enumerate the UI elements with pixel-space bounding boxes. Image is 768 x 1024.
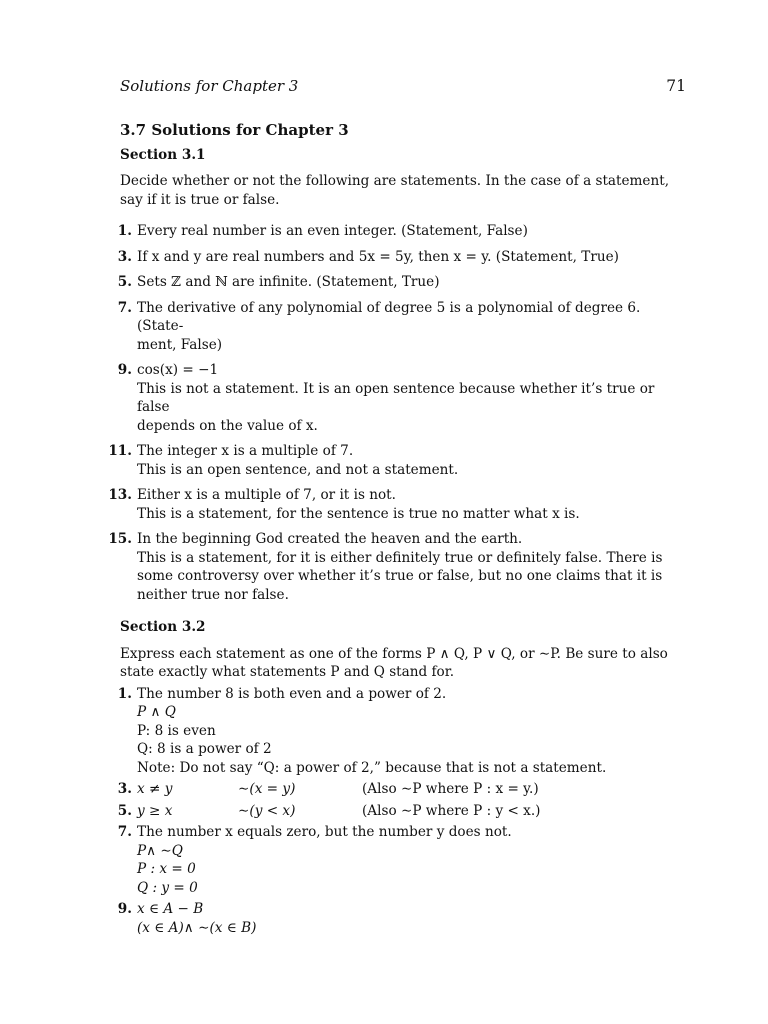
exercise-line: Either x is a multiple of 7, or it is not. xyxy=(137,487,396,503)
math-expression: (x ∈ A)∧ ∼(x ∈ B) xyxy=(137,919,257,936)
exercise-number: 3. xyxy=(117,248,132,265)
section-heading: 3.7 Solutions for Chapter 3 xyxy=(120,121,349,139)
subsection-heading-3-2: Section 3.2 xyxy=(120,619,206,635)
running-title: Solutions for Chapter 3 xyxy=(120,77,299,95)
exercise-line: The integer x is a multiple of 7. xyxy=(137,443,354,459)
page-number: 71 xyxy=(666,77,686,95)
instruction-line: say if it is true or false. xyxy=(120,191,280,208)
exercise-item xyxy=(117,802,688,821)
exercise-line: Q: 8 is a power of 2 xyxy=(137,741,272,757)
math-expression: x ∈ A − B xyxy=(137,901,204,917)
exercise-item xyxy=(117,685,688,778)
exercise-item xyxy=(108,442,688,479)
subsection-heading-3-1: Section 3.1 xyxy=(120,146,206,163)
exercise-line: Every real number is an even integer. (Statement, False) xyxy=(137,223,528,239)
section-3-2-instructions xyxy=(120,645,688,682)
exercise-line: ment, False) xyxy=(137,336,223,353)
exercise-number: 9. xyxy=(117,362,132,378)
answer-columns xyxy=(137,802,688,821)
section-3-1-instructions xyxy=(120,172,688,209)
exercise-number: 11. xyxy=(108,443,132,459)
exercise-item xyxy=(117,299,688,355)
exercise-item xyxy=(108,530,688,604)
exercise-line: neither true nor false. xyxy=(137,586,289,603)
exercise-number: 1. xyxy=(117,223,132,239)
alternate-answer: (Also ∼P where P : x = y.) xyxy=(362,781,539,797)
exercise-number: 7. xyxy=(117,299,132,316)
exercise-line: The number 8 is both even and a power of 2. xyxy=(137,685,447,702)
math-expression: ∼(x = y) xyxy=(238,781,296,797)
math-expression: x ≠ y xyxy=(137,781,173,797)
instruction-line: Express each statement as one of the forms P ∧ Q, P ∨ Q, or ∼P. Be sure to also xyxy=(120,645,668,662)
math-expression: y ≥ x xyxy=(137,802,173,819)
exercise-line: Note: Do not say “Q: a power of 2,” because that is not a statement. xyxy=(137,759,607,776)
exercise-line: P: 8 is even xyxy=(137,722,216,739)
exercise-item xyxy=(117,361,688,435)
math-expression: P : x = 0 xyxy=(137,861,196,877)
page-content xyxy=(108,121,688,940)
exercise-number: 13. xyxy=(108,487,132,503)
exercise-item xyxy=(117,823,688,897)
exercise-line: cos(x) = −1 xyxy=(137,362,219,378)
exercise-line: In the beginning God created the heaven and the earth. xyxy=(137,531,523,547)
exercise-item xyxy=(117,273,688,292)
exercise-line: This is not a statement. It is an open sentence because whether it’s true or false xyxy=(137,380,655,415)
exercise-number: 1. xyxy=(117,685,132,702)
exercise-line: Sets ℤ and ℕ are infinite. (Statement, True) xyxy=(137,274,440,290)
exercise-line: This is an open sentence, and not a statement. xyxy=(137,461,459,478)
exercise-number: 9. xyxy=(117,901,132,917)
alternate-answer: (Also ∼P where P : y < x.) xyxy=(362,802,541,819)
exercise-number: 7. xyxy=(117,824,132,840)
answer-columns xyxy=(137,780,688,799)
math-expression: ∼(y < x) xyxy=(238,802,296,819)
exercise-line: some controversy over whether it’s true or false, but no one claims that it is xyxy=(137,568,663,584)
instruction-line: state exactly what statements P and Q stand for. xyxy=(120,664,455,680)
exercise-line: This is a statement, for it is either definitely true or definitely false. There is xyxy=(137,549,663,566)
exercise-line: This is a statement, for the sentence is true no matter what x is. xyxy=(137,505,580,522)
math-expression: P∧ ∼Q xyxy=(137,842,183,859)
exercise-item xyxy=(108,486,688,523)
exercise-line: depends on the value of x. xyxy=(137,417,318,434)
math-expression: Q : y = 0 xyxy=(137,879,198,896)
math-expression: P ∧ Q xyxy=(137,704,176,720)
exercise-item xyxy=(117,222,688,241)
exercise-number: 5. xyxy=(117,802,132,819)
exercise-number: 15. xyxy=(108,531,132,547)
exercise-number: 5. xyxy=(117,274,132,290)
exercise-line: The number x equals zero, but the number y does not. xyxy=(137,824,512,840)
exercise-item xyxy=(117,900,688,937)
exercise-number: 3. xyxy=(117,781,132,797)
exercise-item xyxy=(117,248,688,267)
exercise-line: If x and y are real numbers and 5x = 5y, then x = y. (Statement, True) xyxy=(137,248,619,265)
exercise-line: The derivative of any polynomial of degree 5 is a polynomial of degree 6. (State- xyxy=(137,299,641,334)
running-header xyxy=(120,77,686,95)
instruction-line: Decide whether or not the following are statements. In the case of a statement, xyxy=(120,173,670,189)
exercise-item xyxy=(117,780,688,799)
